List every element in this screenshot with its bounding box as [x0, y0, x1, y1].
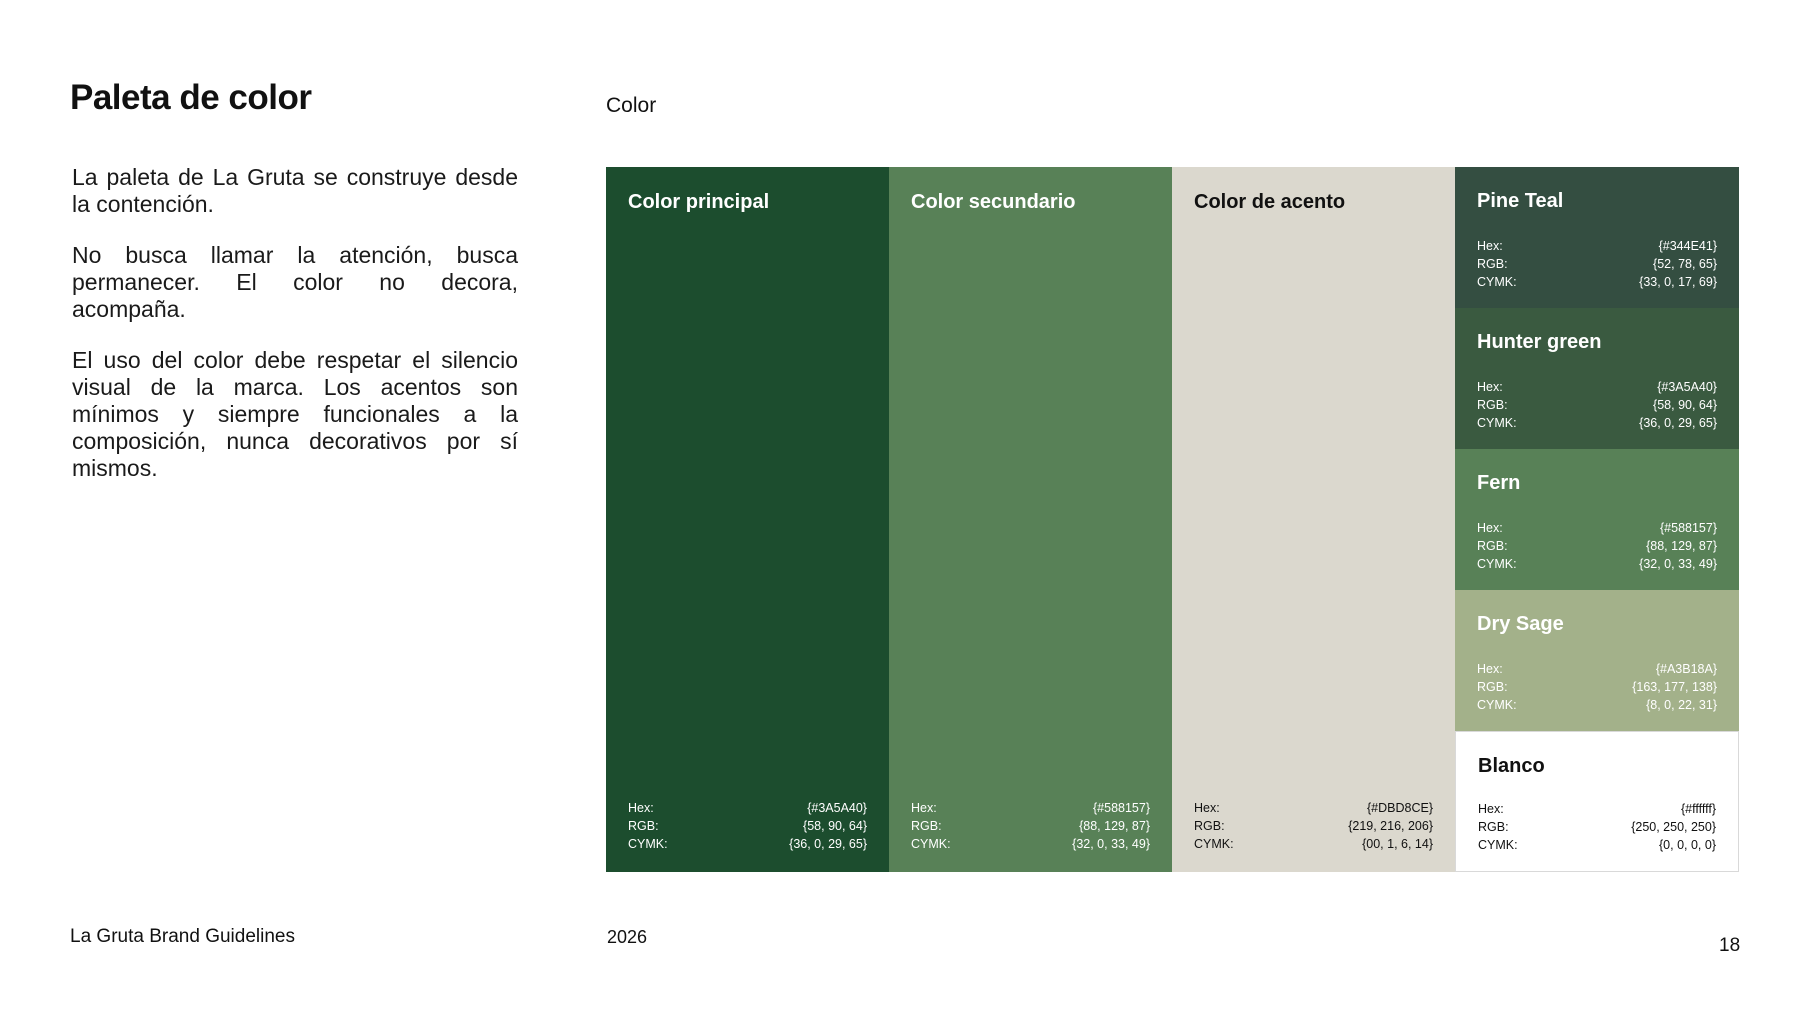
spec-value: {#588157} [1659, 521, 1717, 535]
swatch-color-de-acento [1172, 167, 1455, 872]
swatch-name: Pine Teal [1477, 190, 1564, 212]
body-text [72, 164, 518, 506]
paragraph: El uso del color debe respetar el silencio visual de la marca. Los acentos son mínimos y siempre funcionales a la composición, nunca decorativos por sí mismos. [72, 347, 518, 481]
spec-row-hex [1477, 237, 1717, 255]
spec-label: CYMK: [628, 837, 668, 851]
swatch-specs [1477, 378, 1717, 432]
spec-label: Hex: [1477, 521, 1503, 535]
swatch-specs [1194, 799, 1433, 853]
spec-value: {00, 1, 6, 14} [1362, 837, 1433, 851]
swatch-name: Color secundario [911, 191, 1076, 213]
swatch-name: Color principal [628, 191, 770, 213]
spec-label: CYMK: [1477, 698, 1517, 712]
spec-row-rgb [1477, 255, 1717, 273]
spec-row-rgb [1477, 537, 1717, 555]
spec-value: {52, 78, 65} [1653, 257, 1717, 271]
swatch-name: Fern [1477, 472, 1521, 494]
spec-row-cymk [1194, 835, 1433, 853]
spec-value: {32, 0, 33, 49} [1639, 557, 1717, 571]
spec-label: RGB: [1478, 820, 1509, 834]
swatch-color-secundario [889, 167, 1172, 872]
spec-label: RGB: [1477, 398, 1508, 412]
spec-value: {250, 250, 250} [1631, 820, 1716, 834]
spec-row-cymk [911, 835, 1150, 853]
swatch-specs [1478, 800, 1716, 854]
spec-value: {#344E41} [1658, 239, 1717, 253]
swatch-name: Dry Sage [1477, 613, 1564, 635]
spec-row-rgb [1194, 817, 1433, 835]
swatch-name: Hunter green [1477, 331, 1602, 353]
spec-value: {36, 0, 29, 65} [1639, 416, 1717, 430]
spec-label: Hex: [1478, 802, 1504, 816]
swatch-fern [1455, 449, 1739, 590]
spec-label: Hex: [628, 801, 654, 815]
spec-row-rgb [1477, 396, 1717, 414]
swatch-pine-teal [1455, 167, 1739, 308]
spec-row-hex [1477, 519, 1717, 537]
spec-label: RGB: [1477, 257, 1508, 271]
spec-row-cymk [1477, 273, 1717, 291]
spec-row-cymk [1477, 414, 1717, 432]
paragraph: La paleta de La Gruta se construye desde la contención. [72, 164, 518, 217]
spec-label: Hex: [1194, 801, 1220, 815]
spec-row-rgb [1477, 678, 1717, 696]
spec-row-hex [1477, 378, 1717, 396]
footer-year: 2026 [607, 927, 648, 947]
page-number: 18 [1719, 935, 1741, 956]
spec-row-cymk [1477, 696, 1717, 714]
spec-label: CYMK: [1477, 557, 1517, 571]
color-palette [606, 167, 1739, 872]
spec-label: RGB: [1477, 539, 1508, 553]
spec-label: Hex: [1477, 662, 1503, 676]
swatch-specs [1477, 660, 1717, 714]
spec-row-rgb [1478, 818, 1716, 836]
spec-row-hex [1478, 800, 1716, 818]
spec-label: Hex: [1477, 239, 1503, 253]
spec-row-cymk [628, 835, 867, 853]
spec-value: {8, 0, 22, 31} [1646, 698, 1717, 712]
spec-label: CYMK: [1478, 838, 1518, 852]
swatch-name: Blanco [1478, 755, 1545, 777]
section-label: Color [606, 94, 657, 117]
swatch-hunter-green [1455, 308, 1739, 449]
spec-label: CYMK: [1194, 837, 1234, 851]
swatch-specs [911, 799, 1150, 853]
spec-label: CYMK: [911, 837, 951, 851]
spec-row-cymk [1477, 555, 1717, 573]
spec-value: {33, 0, 17, 69} [1639, 275, 1717, 289]
spec-row-hex [911, 799, 1150, 817]
spec-value: {#DBD8CE} [1366, 801, 1433, 815]
footer-brand: La Gruta Brand Guidelines [70, 926, 295, 947]
spec-label: RGB: [911, 819, 942, 833]
palette-list [1455, 167, 1739, 872]
spec-value: {#588157} [1092, 801, 1150, 815]
spec-label: RGB: [1194, 819, 1225, 833]
spec-value: {88, 129, 87} [1079, 819, 1150, 833]
spec-row-hex [1477, 660, 1717, 678]
spec-label: RGB: [1477, 680, 1508, 694]
page-title: Paleta de color [70, 78, 312, 117]
spec-row-hex [1194, 799, 1433, 817]
spec-row-cymk [1478, 836, 1716, 854]
spec-value: {36, 0, 29, 65} [789, 837, 867, 851]
swatch-dry-sage [1455, 590, 1739, 731]
swatch-specs [1477, 237, 1717, 291]
spec-row-rgb [628, 817, 867, 835]
spec-value: {219, 216, 206} [1348, 819, 1433, 833]
spec-value: {#ffffff} [1680, 802, 1716, 816]
spec-value: {32, 0, 33, 49} [1072, 837, 1150, 851]
spec-label: RGB: [628, 819, 659, 833]
spec-label: CYMK: [1477, 275, 1517, 289]
paragraph: No busca llamar la atención, busca permanecer. El color no decora, acompaña. [72, 242, 518, 322]
spec-label: Hex: [911, 801, 937, 815]
spec-row-hex [628, 799, 867, 817]
swatch-name: Color de acento [1194, 191, 1346, 213]
spec-value: {58, 90, 64} [803, 819, 867, 833]
spec-value: {#A3B18A} [1655, 662, 1717, 676]
spec-value: {0, 0, 0, 0} [1659, 838, 1716, 852]
spec-label: CYMK: [1477, 416, 1517, 430]
swatch-color-principal [606, 167, 889, 872]
spec-value: {88, 129, 87} [1646, 539, 1717, 553]
swatch-specs [628, 799, 867, 853]
spec-label: Hex: [1477, 380, 1503, 394]
spec-value: {58, 90, 64} [1653, 398, 1717, 412]
spec-value: {#3A5A40} [1657, 380, 1717, 394]
swatch-specs [1477, 519, 1717, 573]
swatch-blanco [1455, 731, 1739, 872]
spec-value: {#3A5A40} [807, 801, 867, 815]
spec-value: {163, 177, 138} [1632, 680, 1717, 694]
spec-row-rgb [911, 817, 1150, 835]
